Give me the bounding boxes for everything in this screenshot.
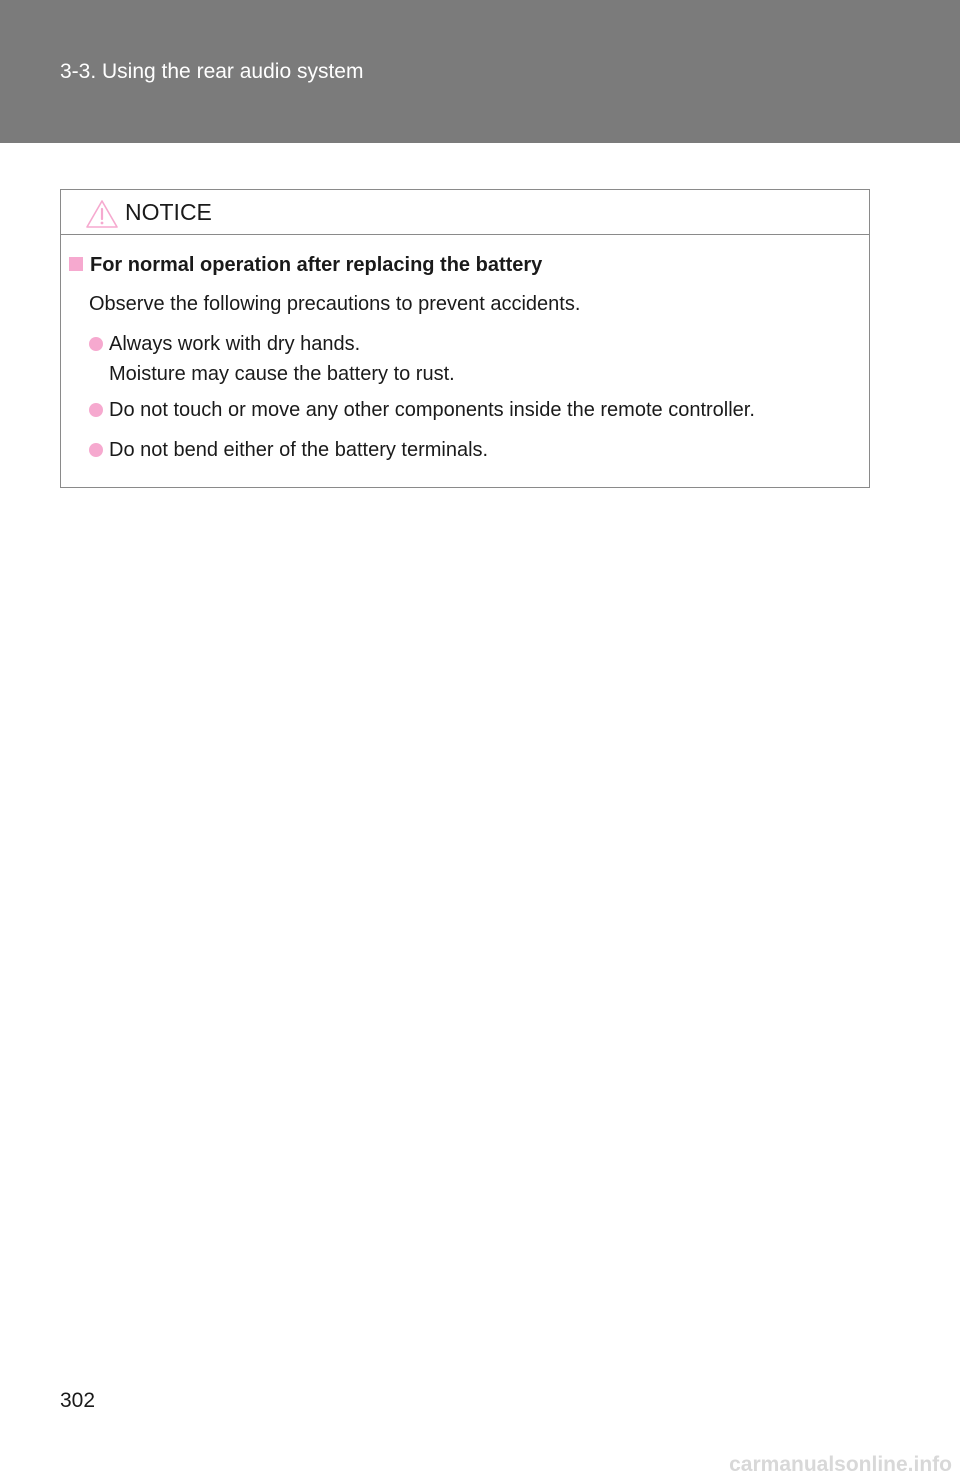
intro-text: Observe the following precautions to prevent accidents. — [89, 293, 581, 315]
square-bullet-icon — [69, 257, 83, 271]
section-title: 3-3. Using the rear audio system — [60, 60, 364, 83]
list-item-text-continued: Moisture may cause the battery to rust. — [109, 363, 455, 385]
circle-bullet-icon — [89, 337, 103, 351]
warning-triangle-icon — [85, 199, 119, 229]
list-item-text: Do not touch or move any other components inside the remote controller. — [109, 399, 755, 421]
notice-box — [60, 189, 870, 488]
circle-bullet-icon — [89, 443, 103, 457]
subheading-text: For normal operation after replacing the battery — [90, 254, 543, 276]
list-item-text: Do not bend either of the battery terminals. — [109, 439, 489, 461]
notice-header — [61, 190, 869, 235]
header-band — [0, 0, 960, 143]
list-item — [89, 329, 455, 389]
list-item — [89, 395, 755, 425]
page-number: 302 — [60, 1389, 96, 1412]
circle-bullet-icon — [89, 403, 103, 417]
list-item-text: Always work with dry hands. — [109, 333, 361, 355]
watermark: carmanualsonline.info — [729, 1453, 952, 1476]
notice-label: NOTICE — [125, 199, 212, 225]
notice-subheading — [69, 254, 542, 277]
list-item — [89, 435, 488, 465]
